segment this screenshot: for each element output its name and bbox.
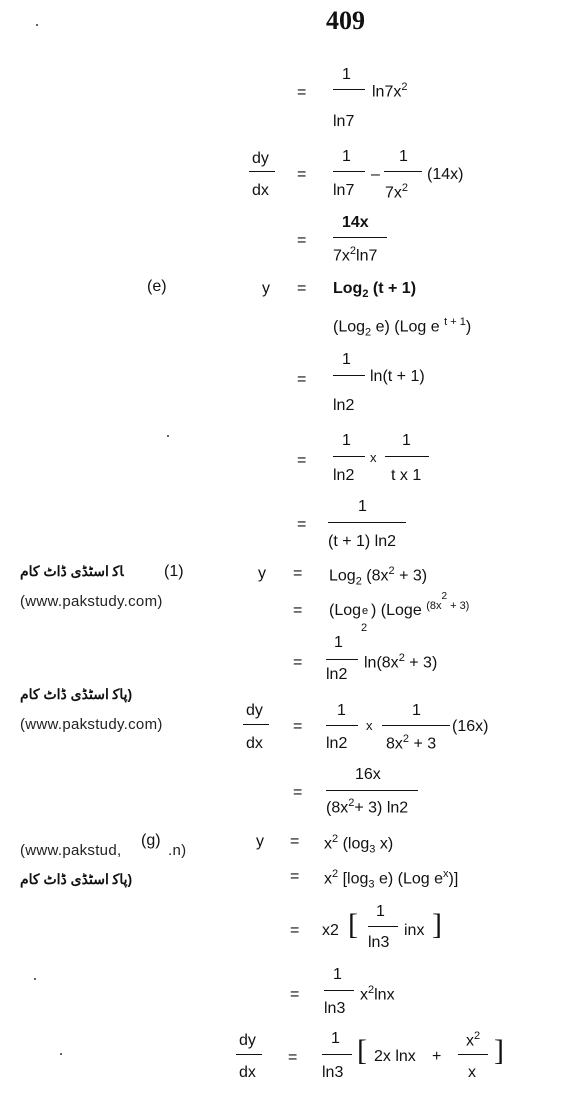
fraction-bar xyxy=(333,456,365,457)
watermark-url: (www.pakstudy.com) xyxy=(20,716,163,733)
fraction-denominator: ln3 xyxy=(322,1064,344,1081)
fraction-denominator: ln7 xyxy=(333,182,355,199)
minus-sign: – xyxy=(371,166,380,183)
fraction-numerator: 1 xyxy=(333,966,342,983)
fraction-denominator: ln2 xyxy=(326,666,348,683)
expression-text: (16x) xyxy=(452,718,489,735)
equals-sign: = xyxy=(293,784,303,801)
fraction-bar xyxy=(328,522,406,523)
variable-y: y xyxy=(258,565,266,582)
equals-sign: = xyxy=(297,232,307,249)
fraction-numerator: 1 xyxy=(337,702,346,719)
derivative-denominator: dx xyxy=(239,1064,256,1081)
expression-text: $x^2\ln x$ xyxy=(360,984,395,1004)
fraction-denominator: t x 1 xyxy=(391,467,422,484)
fraction-denominator: $8x^2 + 3$ xyxy=(386,733,437,753)
watermark-url: (www.pakstud, xyxy=(20,842,122,859)
equals-sign: = xyxy=(297,516,307,533)
watermark-urdu: (ﭘﺎﮐ ﺍﺳﭩﮉﯼ ﮈﺍﭦ ﮐﺎﻡ xyxy=(20,686,133,702)
equals-sign: = xyxy=(297,452,307,469)
times-sign: x xyxy=(366,718,373,733)
expression-text: (14x) xyxy=(427,166,464,183)
expression-text: Log$_2$ $(8x^2 + 3)$ xyxy=(329,565,428,588)
fraction-bar xyxy=(333,89,365,90)
equals-sign: = xyxy=(293,718,303,735)
scan-speck xyxy=(167,435,169,437)
fraction-bar xyxy=(382,725,450,726)
equals-sign: = xyxy=(293,565,303,582)
expression-text: $x^2$ ($\log_3$ x) xyxy=(324,833,394,856)
derivative-numerator: dy xyxy=(239,1032,256,1049)
equals-sign: = xyxy=(290,986,300,1003)
left-bracket: [ xyxy=(348,908,358,941)
expression-text: 2x lnx xyxy=(374,1048,416,1065)
expression-text: x2 xyxy=(322,922,339,939)
part-label-e: (e) xyxy=(147,278,167,295)
expression-text: (Log e 2 ) (Loge $^{(8x2 + 3)}$ xyxy=(329,591,470,634)
fraction-denominator: ln2 xyxy=(333,467,355,484)
page-number: 409 xyxy=(326,6,365,35)
times-sign: x xyxy=(370,450,377,465)
equals-sign: = xyxy=(297,371,307,388)
part-label-f: (1) xyxy=(164,563,184,580)
equals-sign: = xyxy=(290,922,300,939)
fraction-denominator: ln3 xyxy=(368,934,390,951)
variable-y: y xyxy=(256,833,264,850)
fraction-numerator: 1 xyxy=(376,903,385,920)
fraction-numerator: 1 xyxy=(342,432,351,449)
expression-text: (Log$_2$ e) (Log e $^{t + 1}$) xyxy=(333,316,472,339)
derivative-bar xyxy=(249,171,275,172)
equals-sign: = xyxy=(293,602,303,619)
fraction-numerator: 1 xyxy=(399,148,408,165)
expression-text: $\ln 7x^2$ xyxy=(372,81,408,101)
variable-y: y xyxy=(262,280,270,297)
watermark-urdu: (ﭘﺎﮐ ﺍﺳﭩﮉﯼ ﮈﺍﭦ ﮐﺎﻡ xyxy=(20,871,133,887)
fraction-denominator: ln3 xyxy=(324,1000,346,1017)
expression-text: $x^2$ [$\log_3$ e) (Log $e^x$)] xyxy=(324,868,459,891)
equals-sign: = xyxy=(297,166,307,183)
fraction-bar xyxy=(326,659,358,660)
watermark-url: (www.pakstudy.com) xyxy=(20,593,163,610)
right-bracket: ] xyxy=(494,1034,504,1067)
plus-sign: + xyxy=(432,1048,442,1065)
fraction-numerator: 1 xyxy=(334,634,343,651)
fraction-bar xyxy=(326,790,418,791)
scan-speck xyxy=(36,24,38,26)
fraction-bar xyxy=(333,375,365,376)
fraction-denominator: $7x^2$ xyxy=(385,182,409,202)
fraction-numerator: 1 xyxy=(412,702,421,719)
derivative-bar xyxy=(243,724,269,725)
watermark-urdu: ﺎﮐ ﺍﺳﭩﮉﯼ ﮈﺍﭦ ﮐﺎﻡ xyxy=(20,563,124,579)
fraction-denominator: ln2 xyxy=(326,735,348,752)
fraction-bar xyxy=(385,456,429,457)
fraction-bar xyxy=(458,1054,488,1055)
equals-sign: = xyxy=(297,84,307,101)
fraction-numerator: 16x xyxy=(355,766,381,783)
fraction-bar xyxy=(384,171,422,172)
derivative-numerator: dy xyxy=(252,150,269,167)
derivative-bar xyxy=(236,1054,262,1055)
scan-speck xyxy=(34,978,36,980)
fraction-numerator: 1 xyxy=(342,148,351,165)
fraction-denominator: ln2 xyxy=(333,397,355,414)
derivative-denominator: dx xyxy=(252,182,269,199)
fraction-numerator: 14x xyxy=(342,214,369,231)
expression-text: $\ln(8x^2 + 3)$ xyxy=(364,652,438,672)
right-bracket: ] xyxy=(432,908,442,941)
fraction-bar xyxy=(324,990,354,991)
fraction-numerator: 1 xyxy=(331,1030,340,1047)
fraction-denominator: x xyxy=(468,1064,476,1081)
equals-sign: = xyxy=(290,833,300,850)
expression-text: Log$_2$ (t + 1) xyxy=(333,280,417,301)
expression-text: inx xyxy=(404,922,425,939)
expression-text: ln(t + 1) xyxy=(370,368,425,385)
derivative-numerator: dy xyxy=(246,702,263,719)
fraction-bar xyxy=(333,237,387,238)
fraction-bar xyxy=(333,171,365,172)
part-label-g: (g) xyxy=(141,832,161,849)
fraction-denominator: (t + 1) ln2 xyxy=(328,533,397,550)
equals-sign: = xyxy=(288,1049,298,1066)
scan-speck xyxy=(60,1053,62,1055)
equals-sign: = xyxy=(290,868,300,885)
derivative-denominator: dx xyxy=(246,735,263,752)
fraction-denominator: $7x^2\ln 7$ xyxy=(333,245,378,265)
fraction-bar xyxy=(322,1054,352,1055)
fraction-bar xyxy=(368,926,398,927)
fraction-numerator: 1 xyxy=(358,498,367,515)
left-bracket: [ xyxy=(357,1034,367,1067)
watermark-url-tail: .n) xyxy=(168,842,187,859)
fraction-denominator: ln7 xyxy=(333,113,355,130)
fraction-numerator: 1 xyxy=(342,351,351,368)
fraction-numerator: 1 xyxy=(402,432,411,449)
fraction-numerator: $x^2$ xyxy=(466,1030,481,1050)
fraction-denominator: $(8x^2+ 3)$ ln2 xyxy=(326,797,409,817)
equals-sign: = xyxy=(293,654,303,671)
fraction-numerator: 1 xyxy=(342,66,351,83)
equals-sign: = xyxy=(297,280,307,297)
fraction-bar xyxy=(326,725,358,726)
